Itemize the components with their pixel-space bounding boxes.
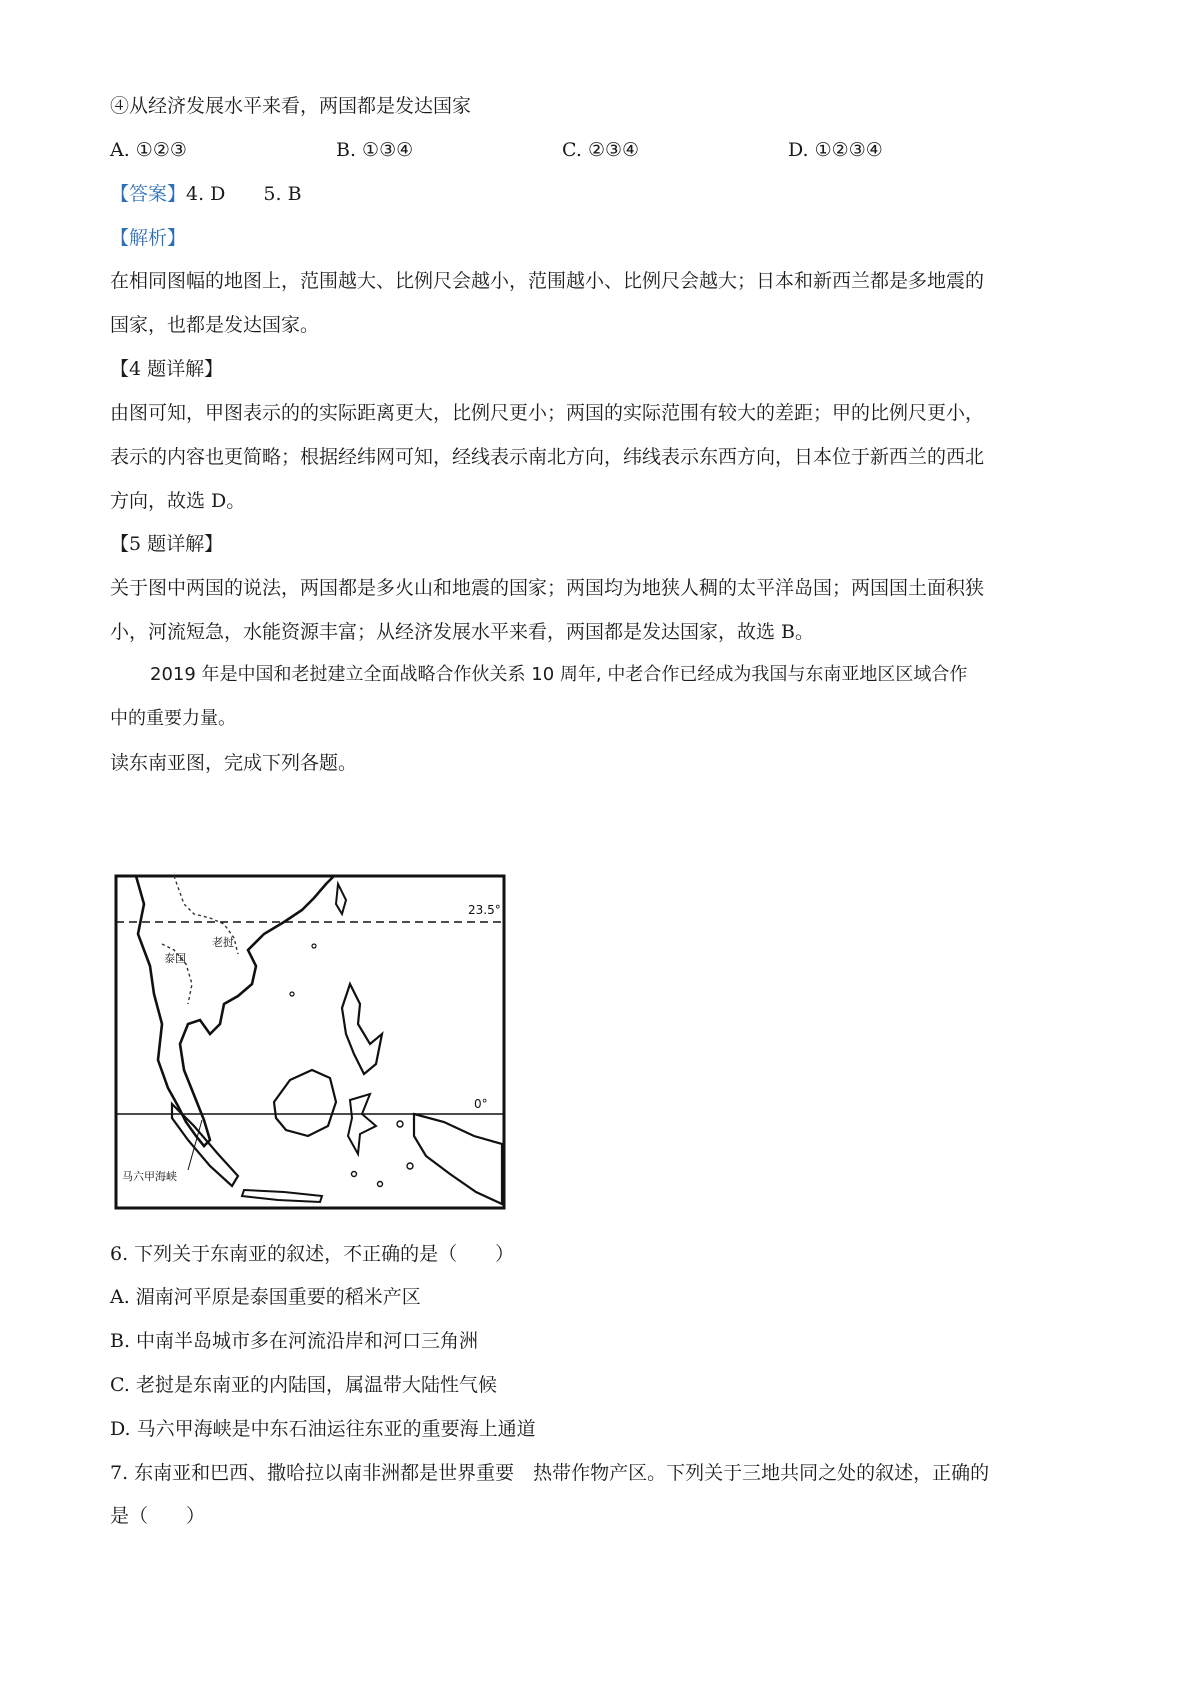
q4-detail-tag: 【4 题详解】: [110, 358, 224, 380]
southeast-asia-map: [114, 874, 506, 1210]
laos-label: 老挝: [212, 936, 234, 949]
thailand-label: 泰国: [164, 952, 186, 965]
intro-line-2: 中的重要力量。: [110, 708, 236, 729]
intro-line-1: 2019 年是中国和老挝建立全面战略合作伙关系 10 周年, 中老合作已经成为我国与东南亚地区区域合作: [150, 664, 968, 685]
q6-option-d: D. 马六甲海峡是中东石油运往东亚的重要海上通道: [110, 1418, 536, 1440]
answer-line: [110, 181, 302, 207]
q4-detail-line-2: 表示的内容也更简略；根据经纬网可知，经线表示南北方向，纬线表示东西方向，日本位于新西兰的西北: [110, 446, 985, 468]
lat-bottom-label: 0°: [474, 1097, 488, 1111]
q5-options: [110, 137, 1100, 163]
q5-detail-line-1: 关于图中两国的说法，两国都是多火山和地震的国家；两国均为地狭人稠的太平洋岛国；两国国土面积狭: [110, 577, 985, 599]
answer-text: 4. D 5. B: [186, 183, 302, 205]
q4-detail-line-3: 方向，故选 D。: [110, 490, 246, 512]
q5-detail-line-2: 小，河流短急，水能资源丰富；从经济发展水平来看，两国都是发达国家，故选 B。: [110, 621, 815, 643]
q5-option-d: D. ①②③④: [788, 139, 883, 161]
q5-option-c: C. ②③④: [562, 139, 640, 161]
q5-option-a: A. ①②③: [110, 139, 187, 161]
malacca-label: 马六甲海峡: [122, 1170, 177, 1183]
q6-option-c: C. 老挝是东南亚的内陆国，属温带大陆性气候: [110, 1374, 497, 1396]
q5-item-4: ④从经济发展水平来看，两国都是发达国家: [110, 95, 472, 117]
read-map-instruction: 读东南亚图，完成下列各题。: [110, 752, 358, 774]
answer-tag: 【答案】: [110, 183, 187, 205]
map-drawing: [114, 874, 506, 1210]
q5-option-b: B. ①③④: [336, 139, 414, 161]
q7-stem-line-2: 是（ ）: [110, 1505, 206, 1527]
q4-detail-line-1: 由图可知，甲图表示的的实际距离更大，比例尺更小；两国的实际范围有较大的差距；甲的比例尺更小，: [110, 402, 985, 424]
q6-option-b: B. 中南半岛城市多在河流沿岸和河口三角洲: [110, 1330, 479, 1352]
q7-stem-line-1: 7. 东南亚和巴西、撒哈拉以南非洲都是世界重要 热带作物产区。下列关于三地共同之处的叙述，正确的: [110, 1462, 990, 1484]
analysis-line-1: 在相同图幅的地图上，范围越大、比例尺会越小，范围越小、比例尺会越大；日本和新西兰都是多地震的: [110, 270, 985, 292]
analysis-tag: 【解析】: [110, 227, 187, 249]
lat-top-label: 23.5°: [468, 903, 501, 917]
analysis-line-2: 国家，也都是发达国家。: [110, 314, 320, 336]
q6-option-a: A. 湄南河平原是泰国重要的稻米产区: [110, 1286, 421, 1308]
q5-detail-tag: 【5 题详解】: [110, 533, 224, 555]
map-frame: [116, 876, 504, 1208]
q6-stem: 6. 下列关于东南亚的叙述，不正确的是（ ）: [110, 1243, 515, 1265]
